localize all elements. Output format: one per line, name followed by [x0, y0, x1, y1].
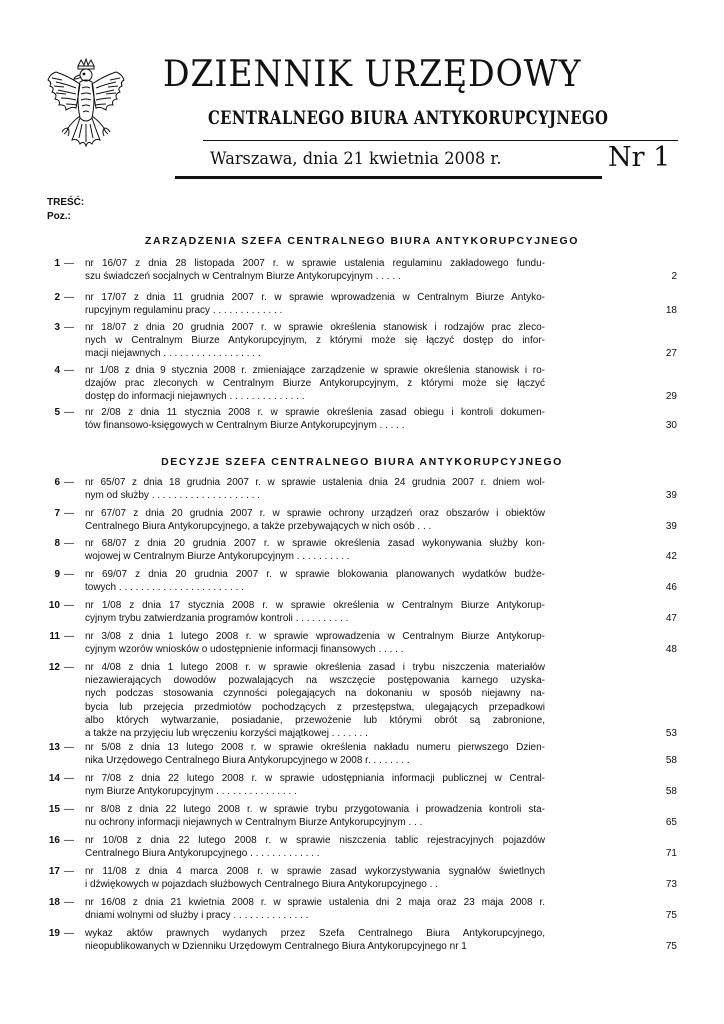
- toc-entry-text: [85, 321, 545, 361]
- toc-entry-dash: —: [64, 538, 74, 549]
- toc-entry-line: towych . . . . . . . . . . . . . . . . . . . . . . .: [85, 582, 244, 594]
- toc-entry-dash: —: [64, 365, 74, 376]
- toc-entry-line: nika Urzędowego Centralnego Biura Antykorupcyjnego w 2008 r. . . . . . . .: [85, 755, 410, 767]
- toc-entry-line: wojowej w Centralnym Biurze Antykorupcyjnym . . . . . . . . . .: [85, 551, 350, 563]
- toc-entry-number: 14: [48, 773, 60, 784]
- toc-entry-page: 65: [665, 817, 677, 829]
- toc-entry-dash: —: [64, 508, 74, 519]
- toc-entry-line: Centralnego Biura Antykorupcyjnego . . . . . . . . . . . . .: [85, 848, 320, 860]
- toc-entry-line: nr 5/08 z dnia 13 lutego 2008 r. w sprawie określenia nakładu numeru pierwszego Dzien-: [85, 742, 545, 753]
- toc-entry-text: [85, 476, 545, 502]
- toc-entry-line: albo których wytwarzanie, posiadanie, przewożenie lub którymi obrót są zabronione,: [85, 714, 545, 726]
- eagle-emblem: [40, 58, 132, 162]
- toc-entry-dash: —: [64, 258, 74, 269]
- toc-entry-number: 16: [48, 835, 60, 846]
- toc-entry-page: 30: [665, 420, 677, 432]
- toc-entry-line: rupcyjnym regulaminu pracy . . . . . . . . . . . . .: [85, 305, 283, 317]
- toc-entry-text: [85, 599, 545, 625]
- toc-entry-line: nr 8/08 z dnia 22 lutego 2008 r. w sprawie trybu przygotowania i prowadzenia kontroli sta-: [85, 804, 545, 815]
- toc-entry-line: niezawierających dowodów pozwalających na wszczęcie postępowania karnego uzyska-: [85, 675, 545, 687]
- issue-number: Nr 1: [608, 142, 671, 173]
- toc-entry-text: [85, 741, 545, 767]
- toc-entry-line: nr 69/07 z dnia 20 grudnia 2007 r. w sprawie blokowania planowanych wydatków budże-: [85, 569, 545, 580]
- toc-entry-page: 27: [665, 348, 677, 360]
- toc-entry-dash: —: [64, 773, 74, 784]
- toc-entry-page: 2: [671, 271, 677, 283]
- toc-entry-line: bycia lub przejęcia przedmiotów pochodzących z przestępstwa, ulegających przepadkowi: [85, 701, 545, 713]
- toc-entry-page: 71: [665, 848, 677, 860]
- toc-entry-line: nych podczas stosowania czynności polegających na dokonaniu w sposób niejawny na-: [85, 688, 545, 700]
- toc-entry-line: a także na przyjęciu lub wręczeniu korzyści majątkowej . . . . . . .: [85, 728, 368, 740]
- toc-entry-line: i dźwiękowych w pojazdach służbowych Centralnego Biura Antykorupcyjnego . .: [85, 879, 438, 891]
- toc-entry-dash: —: [64, 804, 74, 815]
- toc-entry-text: [85, 772, 545, 798]
- toc-entry-line: dostęp do informacji niejawnych . . . . . . . . . . . . . .: [85, 391, 305, 403]
- toc-entry-dash: —: [64, 835, 74, 846]
- toc-entry-dash: —: [64, 600, 74, 611]
- toc-entry-number: 13: [48, 742, 60, 753]
- toc-entry-line: nr 16/07 z dnia 28 listopada 2007 r. w sprawie ustalenia regulaminu zakładowego fundu-: [85, 258, 545, 269]
- toc-entry-line: nr 11/08 z dnia 4 marca 2008 r. w sprawie zasad wykorzystywania sygnałów świetlnych: [85, 866, 545, 877]
- toc-entry-dash: —: [64, 477, 74, 488]
- toc-entry-line: nr 67/07 z dnia 20 grudnia 2007 r. w sprawie ochrony urządzeń oraz obszarów i obiektów: [85, 508, 545, 519]
- toc-entry-dash: —: [64, 866, 74, 877]
- toc-entry-page: 46: [665, 582, 677, 594]
- toc-entry-text: [85, 661, 545, 740]
- toc-entry-text: [85, 364, 545, 404]
- toc-entry-line: dzajów prac zleconych w Centralnym Biurze Antykorupcyjnym, z którymi może się łączyć: [85, 378, 545, 390]
- toc-entry-line: cyjnym wzorów wniosków o udostępnienie informacji finansowych . . . . .: [85, 644, 404, 656]
- toc-entry-text: [85, 406, 545, 432]
- toc-entry-line: nr 10/08 z dnia 22 lutego 2008 r. w sprawie niszczenia tablic rejestracyjnych pojazdów: [85, 835, 545, 846]
- toc-entry-line: nr 2/08 z dnia 11 stycznia 2008 r. w sprawie określenia zasad obiegu i kontroli dokumen-: [85, 407, 545, 418]
- toc-entry-page: 39: [665, 521, 677, 533]
- toc-entry-line: dniami wolnymi od służby i pracy . . . . . . . . . . . . . .: [85, 910, 309, 922]
- toc-entry-line: nr 18/07 z dnia 20 grudnia 2007 r. w sprawie określenia stanowisk i rodzajów prac zleco-: [85, 322, 545, 333]
- toc-entry-text: [85, 927, 545, 953]
- toc-entry-text: [85, 291, 545, 317]
- toc-entry-page: 42: [665, 551, 677, 563]
- toc-entry-number: 15: [48, 804, 60, 815]
- toc-entry-line: szu świadczeń socjalnych w Centralnym Biurze Antykorupcyjnym . . . . .: [85, 271, 401, 283]
- toc-entry-number: 18: [48, 897, 60, 908]
- toc-entry-text: [85, 803, 545, 829]
- toc-entry-number: 8: [54, 538, 60, 549]
- header-rule-thick: [175, 176, 602, 179]
- toc-entry-number: 5: [54, 407, 60, 418]
- toc-entry-dash: —: [64, 897, 74, 908]
- toc-entry-line: nr 68/07 z dnia 20 grudnia 2007 r. w sprawie określenia zasad wykonywania służby kon-: [85, 538, 545, 549]
- toc-entry-number: 1: [54, 258, 60, 269]
- toc-entry-text: [85, 630, 545, 656]
- toc-entry-page: 29: [665, 391, 677, 403]
- toc-entry-page: 18: [665, 305, 677, 317]
- toc-entry-line: nych w Centralnym Biurze Antykorupcyjnym, z którymi może się łączyć dostęp do infor-: [85, 335, 545, 347]
- toc-entry-text: [85, 507, 545, 533]
- toc-entry-dash: —: [64, 742, 74, 753]
- toc-entry-dash: —: [64, 292, 74, 303]
- toc-entry-number: 4: [54, 365, 60, 376]
- toc-entry-line: cyjnym trybu zatwierdzania programów kontroli . . . . . . . . . .: [85, 613, 349, 625]
- toc-entry-page: 39: [665, 490, 677, 502]
- section-title-decisions: DECYZJE SZEFA CENTRALNEGO BIURA ANTYKORUPCYJNEGO: [161, 456, 563, 468]
- toc-entry-page: 53: [665, 728, 677, 739]
- toc-entry-number: 6: [54, 477, 60, 488]
- toc-entry-text: [85, 834, 545, 860]
- toc-entry-line: nr 7/08 z dnia 22 lutego 2008 r. w sprawie udostępniania informacji publicznej w Central-: [85, 773, 545, 784]
- toc-entry-text: [85, 865, 545, 891]
- toc-entry-line: nu ochrony informacji niejawnych w Centralnym Biurze Antykorupcyjnym . . .: [85, 817, 423, 829]
- toc-entry-page: 47: [665, 613, 677, 625]
- toc-entry-dash: —: [64, 322, 74, 333]
- journal-subtitle: CENTRALNEGO BIURA ANTYKORUPCYJNEGO: [208, 107, 609, 129]
- toc-entry-line: macji niejawnych . . . . . . . . . . . . . . . . . .: [85, 348, 261, 360]
- toc-entry-line: nr 16/08 z dnia 21 kwietnia 2008 r. w sprawie ustalenia dni 2 maja oraz 23 maja 2008 r.: [85, 897, 545, 908]
- position-label: Poz.:: [47, 211, 71, 222]
- toc-entry-dash: —: [64, 407, 74, 418]
- toc-entry-page: 75: [665, 941, 677, 953]
- toc-entry-text: [85, 568, 545, 594]
- toc-entry-number: 9: [54, 569, 60, 580]
- toc-entry-number: 12: [48, 662, 60, 673]
- toc-entry-line: nr 4/08 z dnia 1 lutego 2008 r. w sprawie określenia zasad i trybu niszczenia materiałów: [85, 662, 545, 673]
- toc-entry-line: nym Biurze Antykorupcyjnym . . . . . . . . . . . . . . .: [85, 786, 297, 798]
- toc-entry-line: nieopublikowanych w Dzienniku Urzędowym Centralnego Biura Antykorupcyjnego nr 1: [85, 941, 467, 953]
- toc-entry-line: nr 1/08 z dnia 17 stycznia 2008 r. w sprawie określenia w Centralnym Biurze Antykorup-: [85, 600, 545, 611]
- toc-entry-dash: —: [64, 662, 74, 673]
- toc-entry-line: Centralnego Biura Antykorupcyjnego, a także przebywających w nich osób . . .: [85, 521, 432, 533]
- toc-entry-number: 7: [54, 508, 60, 519]
- contents-label: TREŚĆ:: [47, 197, 85, 208]
- toc-entry-page: 73: [665, 879, 677, 891]
- toc-entry-line: nr 3/08 z dnia 1 lutego 2008 r. w sprawie wprowadzenia w Centralnym Biurze Antykorup-: [85, 631, 545, 642]
- toc-entry-dash: —: [64, 569, 74, 580]
- toc-entry-number: 11: [49, 631, 60, 642]
- toc-entry-number: 2: [54, 292, 60, 303]
- header-rule: [203, 140, 678, 141]
- toc-entry-text: [85, 537, 545, 563]
- dateline: Warszawa, dnia 21 kwietnia 2008 r.: [210, 149, 502, 169]
- toc-entry-number: 17: [48, 866, 60, 877]
- toc-entry-line: wykaz aktów prawnych wydanych przez Szefa Centralnego Biura Antykorupcyjnego,: [85, 928, 545, 939]
- toc-entry-line: tów finansowo-księgowych w Centralnym Biurze Antykorupcyjnym . . . . .: [85, 420, 405, 432]
- toc-entry-number: 3: [54, 322, 60, 333]
- toc-entry-page: 58: [665, 755, 677, 767]
- toc-entry-line: nr 65/07 z dnia 18 grudnia 2007 r. w sprawie ustalenia dnia 24 grudnia 2007 r. dniem wol-: [85, 477, 545, 488]
- toc-entry-line: nr 17/07 z dnia 11 grudnia 2007 r. w sprawie wprowadzenia w Centralnym Biurze Antyko-: [85, 292, 545, 303]
- toc-entry-dash: —: [64, 631, 74, 642]
- toc-entry-page: 48: [665, 644, 677, 656]
- toc-entry-line: nym od służby . . . . . . . . . . . . . . . . . . . .: [85, 490, 261, 502]
- toc-entry-page: 75: [665, 910, 677, 922]
- toc-entry-text: [85, 896, 545, 922]
- toc-entry-line: nr 1/08 z dnia 9 stycznia 2008 r. zmieniające zarządzenie w sprawie określenia stanowisk i ro-: [85, 365, 545, 376]
- section-title-orders: ZARZĄDZENIA SZEFA CENTRALNEGO BIURA ANTYKORUPCYJNEGO: [145, 235, 579, 247]
- journal-title: DZIENNIK URZĘDOWY: [163, 54, 582, 95]
- toc-entry-number: 10: [48, 600, 60, 611]
- toc-entry-text: [85, 257, 545, 283]
- toc-entry-page: 58: [665, 786, 677, 798]
- toc-entry-dash: —: [64, 928, 74, 939]
- toc-entry-number: 19: [48, 928, 60, 939]
